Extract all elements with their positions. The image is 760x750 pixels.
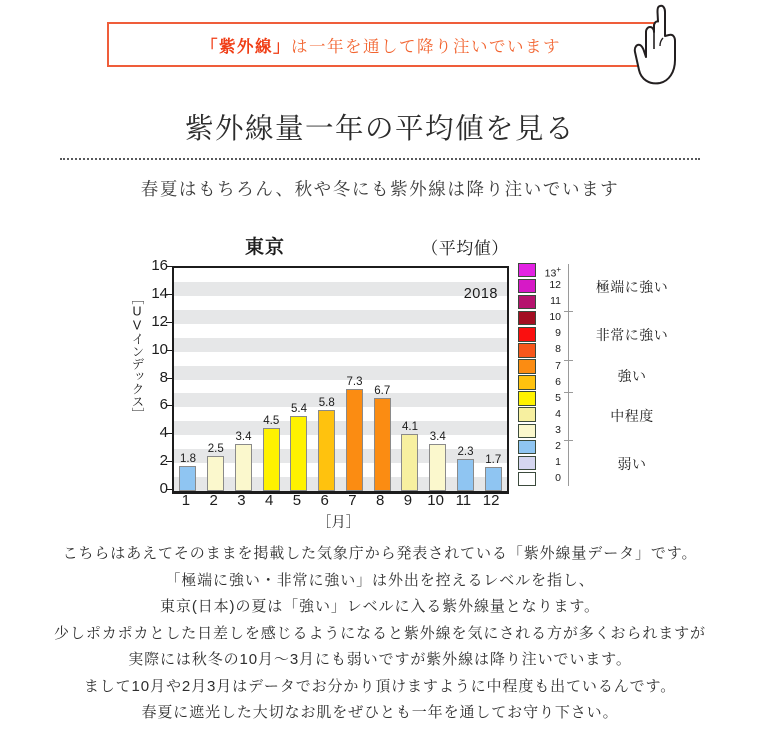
legend-group-tick bbox=[564, 440, 573, 441]
chart-bar-value-label: 1.8 bbox=[180, 452, 197, 465]
chart-bar-value-label: 3.4 bbox=[235, 430, 252, 443]
pointing-up-hand-icon bbox=[630, 2, 690, 88]
chart-bar-value-label: 4.1 bbox=[402, 420, 419, 433]
legend-swatch-row bbox=[518, 326, 561, 342]
chart-bar-value-label: 5.4 bbox=[291, 402, 308, 415]
chart-bar bbox=[179, 466, 196, 491]
chart-y-tick-label: 4 bbox=[159, 424, 168, 442]
chart-y-tick-mark bbox=[166, 266, 172, 267]
dotted-divider bbox=[60, 158, 700, 160]
legend-group-tick bbox=[564, 311, 573, 312]
chart-bar bbox=[374, 398, 391, 491]
chart-bar-value-label: 2.3 bbox=[457, 445, 474, 458]
chart-y-tick-mark bbox=[166, 350, 172, 351]
legend-color-swatch bbox=[518, 263, 536, 278]
chart-bar-value-label: 4.5 bbox=[263, 415, 280, 428]
legend-swatch-value: 13+ bbox=[544, 265, 561, 280]
legend-swatch-value: 7 bbox=[555, 359, 561, 372]
body-copy bbox=[0, 541, 760, 727]
legend-swatch-row bbox=[518, 310, 561, 326]
chart-bar-slot bbox=[174, 268, 202, 491]
chart-y-tick-label: 8 bbox=[159, 368, 168, 386]
chart-x-tick-label: 7 bbox=[348, 492, 357, 509]
chart-bar bbox=[429, 444, 446, 491]
body-copy-line: まして10月や2月3月はデータでお分かり頂けますように中程度も出ているんです。 bbox=[83, 677, 677, 695]
legend-swatch-value: 2 bbox=[555, 440, 561, 453]
chart-y-tick-label: 0 bbox=[159, 480, 168, 497]
legend-category-labels bbox=[576, 262, 696, 490]
chart-bar bbox=[485, 467, 502, 491]
chart-x-axis-label: ［月］ bbox=[316, 515, 361, 531]
legend-swatch-row bbox=[518, 439, 561, 455]
legend-category-label: 極端に強い bbox=[595, 279, 669, 296]
legend-color-swatch bbox=[518, 472, 536, 487]
chart-bar bbox=[263, 428, 280, 491]
legend-swatch-value: 10 bbox=[549, 311, 561, 324]
body-copy-line: こちらはあえてそのままを掲載した気象庁から発表されている「紫外線量データ」です。 bbox=[62, 545, 698, 562]
chart-bar bbox=[235, 444, 252, 491]
legend-swatch-value: 8 bbox=[555, 343, 561, 356]
legend-category-label: 中程度 bbox=[610, 407, 654, 424]
legend-swatch-row bbox=[518, 407, 561, 423]
chart-bar-slot bbox=[396, 268, 424, 491]
chart-bar-slot bbox=[368, 268, 396, 491]
chart-y-tick-label: 10 bbox=[151, 340, 168, 358]
legend-color-swatch bbox=[518, 295, 536, 310]
chart-y-tick-mark bbox=[166, 433, 172, 434]
banner-text-rest: は一年を通して降り注いでいます bbox=[291, 37, 561, 56]
legend-swatch-column bbox=[518, 262, 561, 487]
legend-color-swatch bbox=[518, 375, 536, 390]
chart-bar-value-label: 3.4 bbox=[429, 430, 446, 443]
legend-color-swatch bbox=[518, 343, 536, 358]
chart-x-tick-label: 3 bbox=[237, 492, 246, 509]
body-copy-line: 実際には秋冬の10月～3月にも弱いですが紫外線は降り注いでいます。 bbox=[128, 651, 632, 668]
chart-x-tick-label: 11 bbox=[455, 492, 472, 509]
chart-y-tick-mark bbox=[166, 322, 172, 323]
chart-y-tick-label: 6 bbox=[159, 396, 168, 414]
chart-bar-slot bbox=[341, 268, 369, 491]
chart-bar-slot bbox=[202, 268, 230, 491]
chart-y-tick-mark bbox=[166, 461, 172, 462]
chart-bar bbox=[401, 434, 418, 491]
legend-category-label: 弱い bbox=[617, 456, 647, 473]
legend-color-swatch bbox=[518, 456, 536, 471]
chart-bar-slot bbox=[257, 268, 285, 491]
legend-swatch-value: 12 bbox=[549, 279, 561, 292]
legend-category-label: 強い bbox=[617, 367, 647, 384]
chart-x-tick-label: 2 bbox=[209, 492, 218, 509]
chart-x-tick-label: 5 bbox=[292, 492, 302, 509]
chart-bar-slot bbox=[285, 268, 313, 491]
chart-x-tick-label: 12 bbox=[482, 492, 500, 509]
legend-swatch-row bbox=[518, 391, 561, 407]
body-copy-line: 東京(日本)の夏は「強い」レベルに入る紫外線量となります。 bbox=[160, 598, 600, 615]
legend-color-swatch bbox=[518, 311, 536, 326]
chart-bar-slot bbox=[479, 268, 507, 491]
chart-bar bbox=[318, 410, 335, 491]
chart-year-annotation: 2018 bbox=[463, 286, 498, 302]
chart-y-tick-mark bbox=[166, 405, 172, 406]
legend-color-swatch bbox=[518, 279, 536, 294]
chart-x-tick-label: 9 bbox=[403, 492, 413, 509]
legend-color-swatch bbox=[518, 391, 536, 406]
chart-bars bbox=[174, 268, 507, 491]
chart-bar bbox=[457, 459, 474, 491]
legend-swatch-row bbox=[518, 359, 561, 375]
chart-plot-area bbox=[172, 266, 509, 494]
chart-bar bbox=[207, 456, 224, 491]
chart-title-average: （平均値） bbox=[421, 239, 509, 258]
legend-swatch-row bbox=[518, 294, 561, 310]
chart-title-city: 東京 bbox=[244, 237, 285, 258]
banner-box bbox=[107, 22, 655, 67]
legend-swatch-value: 3 bbox=[555, 423, 561, 436]
chart-bar-value-label: 5.8 bbox=[318, 397, 335, 410]
chart-y-tick-mark bbox=[166, 294, 172, 295]
legend-swatch-row bbox=[518, 471, 561, 487]
chart-bar bbox=[346, 389, 363, 491]
legend-swatch-row bbox=[518, 278, 561, 294]
legend-group-tick bbox=[564, 392, 573, 393]
legend-swatch-value: 9 bbox=[555, 327, 561, 340]
legend-group-tick bbox=[564, 360, 573, 361]
legend-swatch-row bbox=[518, 342, 561, 358]
chart-y-tick-label: 2 bbox=[159, 452, 168, 470]
legend-color-swatch bbox=[518, 327, 536, 342]
page-title: 紫外線量一年の平均値を見る bbox=[184, 113, 575, 145]
chart-bar-value-label: 7.3 bbox=[346, 376, 363, 389]
chart-x-tick-label: 6 bbox=[320, 492, 329, 509]
legend-category-label: 非常に強い bbox=[595, 327, 669, 344]
legend-swatch-row bbox=[518, 262, 561, 280]
legend-swatch-value: 6 bbox=[555, 375, 561, 388]
legend-color-swatch bbox=[518, 424, 536, 439]
legend-swatch-value: 1 bbox=[555, 456, 561, 469]
chart-x-tick-label: 1 bbox=[181, 492, 191, 509]
legend-tick-marks bbox=[564, 262, 573, 490]
chart-y-tick-label: 16 bbox=[151, 257, 168, 274]
body-copy-line: 少しポカポカとした日差しを感じるようになると紫外線を気にされる方が多くおられますが bbox=[54, 624, 706, 642]
chart-bar-slot bbox=[230, 268, 258, 491]
page-subtitle: 春夏はもちろん、秋や冬にも紫外線は降り注いでいます bbox=[140, 179, 620, 199]
legend-color-swatch bbox=[518, 359, 536, 374]
legend-swatch-row bbox=[518, 375, 561, 391]
body-copy-line: 「極端に強い・非常に強い」は外出を控えるレベルを指し、 bbox=[165, 571, 595, 589]
chart-y-axis-label: ［UVインデックス］ bbox=[130, 292, 144, 420]
chart-y-tick-mark bbox=[166, 489, 172, 490]
chart-bar bbox=[290, 416, 307, 491]
top-banner bbox=[0, 0, 760, 95]
legend-swatch-value: 4 bbox=[555, 407, 561, 420]
chart-x-tick-label: 10 bbox=[427, 492, 444, 509]
chart-x-tick-label: 4 bbox=[264, 492, 274, 509]
legend-swatch-row bbox=[518, 455, 561, 471]
banner-text bbox=[201, 33, 561, 57]
chart-y-tick-label: 14 bbox=[151, 284, 168, 302]
uv-index-legend bbox=[518, 262, 748, 490]
chart-y-tick-mark bbox=[166, 378, 172, 379]
legend-swatch-value: 0 bbox=[555, 472, 561, 485]
chart-x-axis-ticks bbox=[172, 492, 505, 509]
chart-bar-value-label: 2.5 bbox=[207, 443, 224, 456]
chart-bar-value-label: 1.7 bbox=[485, 454, 502, 467]
legend-color-swatch bbox=[518, 440, 536, 455]
chart-y-axis-ticks bbox=[142, 257, 168, 497]
legend-swatch-value: 11 bbox=[550, 295, 561, 308]
legend-swatch-row bbox=[518, 423, 561, 439]
legend-color-swatch bbox=[518, 407, 536, 422]
banner-text-highlight: 「紫外線」 bbox=[201, 37, 291, 56]
chart-bar-value-label: 6.7 bbox=[374, 384, 391, 397]
chart-x-tick-label: 8 bbox=[375, 492, 385, 509]
body-copy-line: 春夏に遮光した大切なお肌をぜひとも一年を通してお守り下さい。 bbox=[141, 704, 619, 721]
chart-y-tick-label: 12 bbox=[151, 312, 168, 330]
legend-swatch-value: 5 bbox=[555, 391, 561, 404]
